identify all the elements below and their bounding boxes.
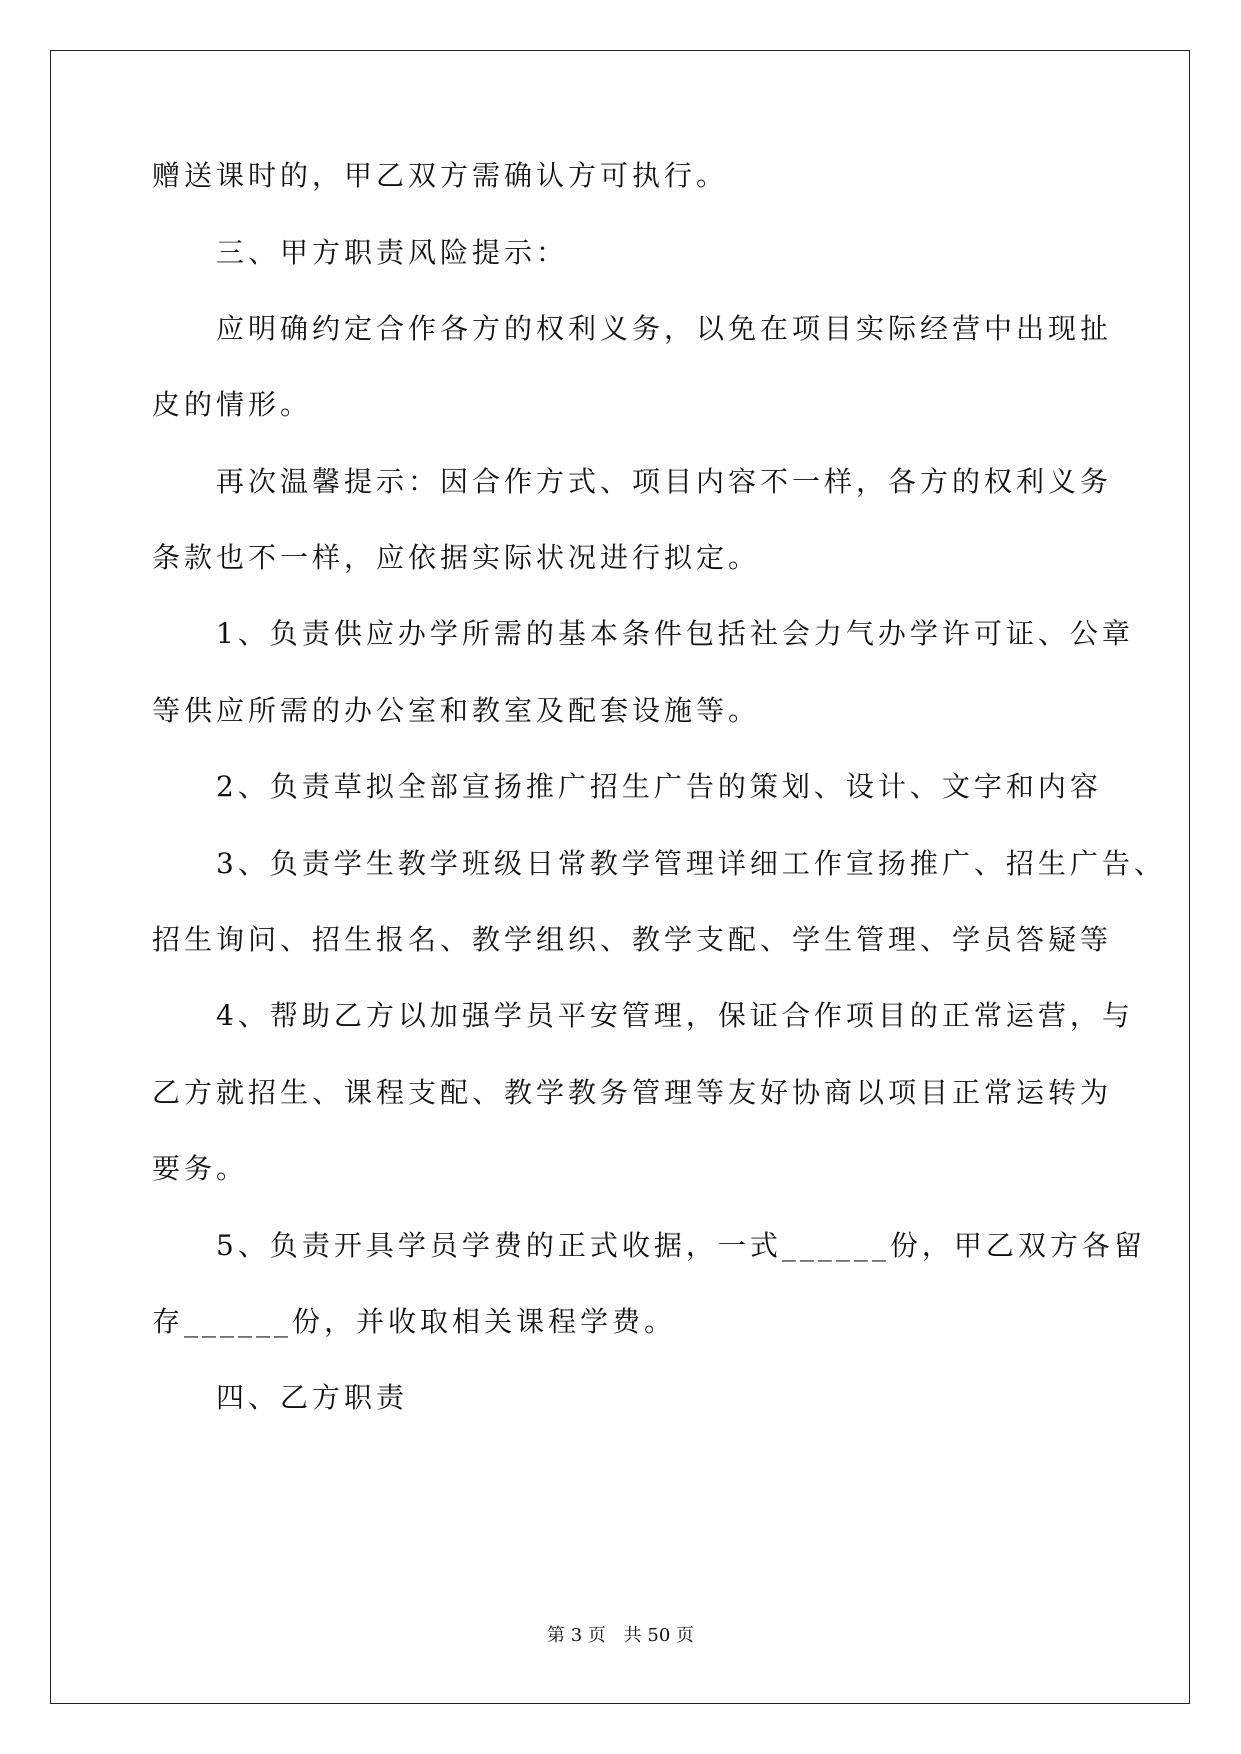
page-footer [0, 1624, 1241, 1648]
paragraph-line: 3、负责学生教学班级日常教学管理详细工作宣扬推广、招生广告、 [216, 847, 1166, 880]
section-heading: 四、乙方职责 [216, 1381, 409, 1414]
paragraph-line: 应明确约定合作各方的权利义务，以免在项目实际经营中出现扯 [216, 312, 1113, 345]
paragraph-line: 招生询问、招生报名、教学组织、教学支配、学生管理、学员答疑等 [152, 923, 1113, 956]
page-number: 第 3 页 [547, 1625, 606, 1646]
paragraph-line: 赠送课时的，甲乙双方需确认方可执行。 [152, 159, 729, 192]
paragraph-line: 再次温馨提示：因合作方式、项目内容不一样，各方的权利义务 [216, 465, 1113, 498]
paragraph-line: 5、负责开具学员学费的正式收据，一式______份，甲乙双方各留 [216, 1229, 1146, 1262]
paragraph-line: 乙方就招生、课程支配、教学教务管理等友好协商以项目正常运转为 [152, 1076, 1113, 1109]
paragraph-line: 等供应所需的办公室和教室及配套设施等。 [152, 694, 761, 727]
paragraph-line: 2、负责草拟全部宣扬推广招生广告的策划、设计、文字和内容 [216, 770, 1102, 803]
paragraph-line: 1、负责供应办学所需的基本条件包括社会力气办学许可证、公章 [216, 617, 1134, 650]
paragraph-line: 4、帮助乙方以加强学员平安管理，保证合作项目的正常运营，与 [216, 999, 1134, 1032]
paragraph-line: 皮的情形。 [152, 388, 313, 421]
section-heading: 三、甲方职责风险提示： [216, 236, 569, 269]
page-total: 共 50 页 [623, 1625, 694, 1646]
paragraph-line: 要务。 [152, 1152, 249, 1185]
paragraph-line: 条款也不一样，应依据实际状况进行拟定。 [152, 541, 761, 574]
paragraph-line: 存______份，并收取相关课程学费。 [152, 1305, 677, 1338]
